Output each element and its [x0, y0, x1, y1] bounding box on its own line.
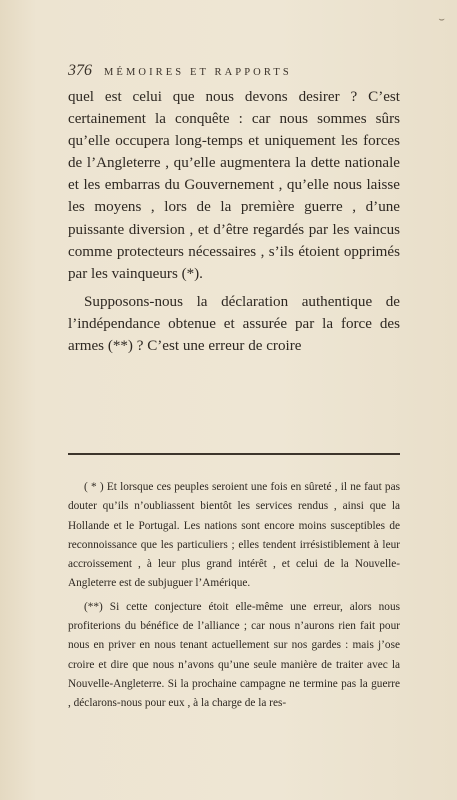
footnote: ( * ) Et lorsque ces peuples seroient une fois en sûreté , il ne faut pas douter qu’ils n’oubliassent bientôt les services rendus , ainsi que la Hollande et le Portugal. Les nations sont encore moins susceptibles de reconnoissance que les particuliers ; elles tendent irrésistiblement à leur accroissement , à leur plus grand intérêt , et celui de la Nouvelle-Angleterre est de subjuguer l’Amérique.	[68, 481, 400, 590]
footnote-rule	[68, 453, 400, 455]
footnotes	[68, 478, 400, 714]
corner-mark: ⌣	[438, 14, 445, 25]
page-number: 376	[68, 62, 92, 79]
footnote: (**) Si cette conjecture étoit elle-même une erreur, alors nous profiterions du bénéfice de l’alliance ; car nous n’aurons rien fait pour nous en priver en nous tenant actuellement sur nos gardes : mais j’ose croire et dire que nous n’avons qu’une seule manière de traiter avec la Nouvelle-Angleterre. Si la prochaine campagne ne termine pas la guerre , déclarons-nous pour eux , à la charge de la res-	[68, 600, 400, 710]
running-head: MÉMOIRES ET RAPPORTS	[104, 67, 292, 78]
page-header	[68, 62, 378, 80]
body-paragraph: Supposons-nous la déclaration authentique de l’indépendance obtenue et assurée par la force des armes (**) ? C’est une erreur de croire	[68, 293, 400, 355]
main-text	[68, 86, 400, 357]
body-paragraph: quel est celui que nous devons desirer ? C’est certainement la conquête : car nous sommes sûrs qu’elle occupera long-temps et uniquement les forces de l’Angleterre , qu’elle augmentera la dette nationale et les embarras du Gouvernement , qu’elle nous laisse les moyens , lors de la première guerre , d’une puissante diversion , et d’être regardés par les vaincus comme protecteurs nécessaires , s’ils étoient opprimés par les vainqueurs (*).	[68, 89, 400, 282]
